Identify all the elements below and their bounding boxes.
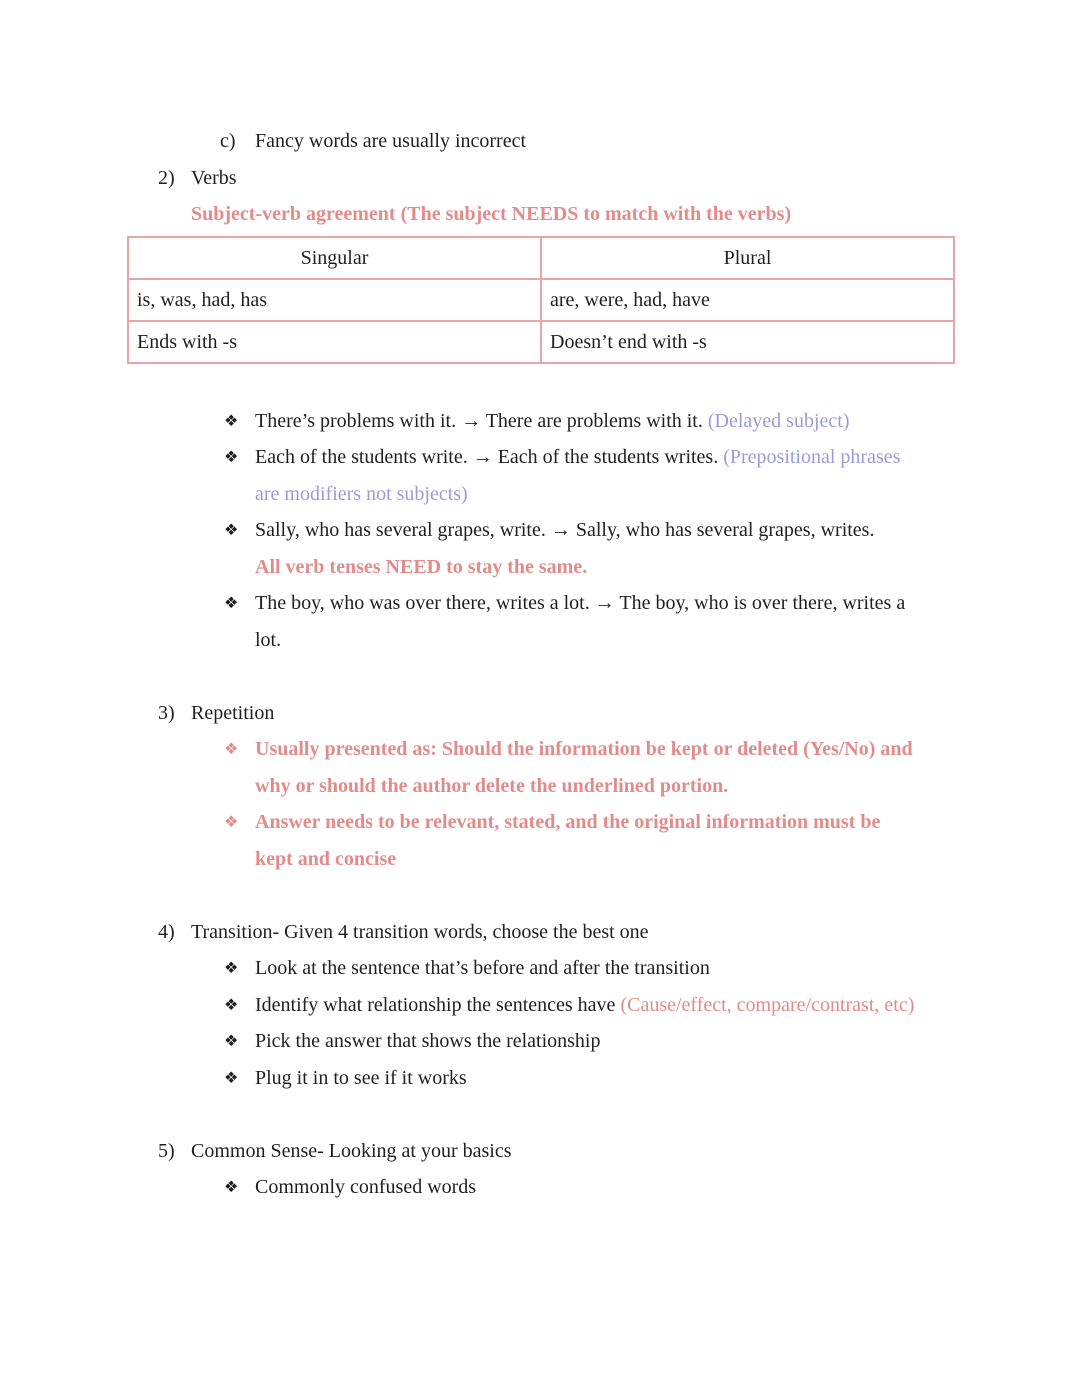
list-item-text: Each of the students write. → Each of the students writes.: [255, 446, 719, 468]
list-item-text: Commonly confused words: [255, 1176, 477, 1198]
section-title-transition: Transition- Given 4 transition words, choose the best one: [191, 921, 649, 943]
table-cell: are, were, had, have: [541, 279, 954, 321]
list-item-text: There’s problems with it. → There are problems with it.: [255, 410, 703, 432]
list-marker-c: c): [220, 130, 236, 152]
list-item-text: Look at the sentence that’s before and after the transition: [255, 957, 710, 979]
tense-note: All verb tenses NEED to stay the same.: [255, 556, 588, 578]
diamond-bullet-icon: ❖: [224, 413, 239, 430]
section-title-common-sense: Common Sense- Looking at your basics: [191, 1140, 512, 1162]
subheading-subject-verb: Subject-verb agreement (The subject NEEDS to match with the verbs): [191, 203, 792, 225]
section-number: 2): [158, 167, 175, 189]
table-row: [128, 279, 954, 321]
section-number: 4): [158, 921, 175, 943]
section-number: 3): [158, 702, 175, 724]
section-title-verbs: Verbs: [191, 167, 237, 189]
list-item-note-continued: are modifiers not subjects): [255, 483, 468, 505]
table-header-plural: Plural: [541, 237, 954, 279]
diamond-bullet-icon: ❖: [224, 522, 239, 539]
list-item-text: Pick the answer that shows the relationship: [255, 1030, 601, 1052]
list-item-text: Identify what relationship the sentences have: [255, 994, 616, 1016]
list-item: [255, 995, 914, 1015]
list-item-text: Fancy words are usually incorrect: [255, 130, 527, 152]
diamond-bullet-icon: ❖: [224, 741, 239, 758]
diamond-bullet-icon: ❖: [224, 595, 239, 612]
diamond-bullet-icon: ❖: [224, 1033, 239, 1050]
list-item-text-continued: lot.: [255, 629, 282, 651]
list-item: [255, 447, 900, 467]
list-item-text: The boy, who was over there, writes a lot. → The boy, who is over there, writes a: [255, 592, 906, 614]
diamond-bullet-icon: ❖: [224, 1070, 239, 1087]
list-item-text: Usually presented as: Should the information be kept or deleted (Yes/No) and: [255, 738, 913, 760]
section-number: 5): [158, 1140, 175, 1162]
list-item-text: Answer needs to be relevant, stated, and the original information must be: [255, 811, 881, 833]
diamond-bullet-icon: ❖: [224, 814, 239, 831]
table-header-singular: Singular: [128, 237, 541, 279]
list-item-text: Plug it in to see if it works: [255, 1067, 467, 1089]
list-item-note: (Cause/effect, compare/contrast, etc): [620, 994, 915, 1016]
diamond-bullet-icon: ❖: [224, 449, 239, 466]
list-item-text-continued: kept and concise: [255, 848, 397, 870]
table-cell: Doesn’t end with -s: [541, 321, 954, 363]
list-item-text-continued: why or should the author delete the underlined portion.: [255, 775, 729, 797]
diamond-bullet-icon: ❖: [224, 960, 239, 977]
list-item-text: Sally, who has several grapes, write. → Sally, who has several grapes, writes.: [255, 519, 875, 541]
table-cell: is, was, had, has: [128, 279, 541, 321]
diamond-bullet-icon: ❖: [224, 997, 239, 1014]
section-title-repetition: Repetition: [191, 702, 275, 724]
list-item-note: (Delayed subject): [707, 410, 850, 432]
table-cell: Ends with -s: [128, 321, 541, 363]
table-row: [128, 321, 954, 363]
table-header-row: [128, 237, 954, 279]
singular-plural-table: [127, 236, 955, 364]
list-item: [255, 411, 849, 431]
list-item-note: (Prepositional phrases: [723, 446, 901, 468]
diamond-bullet-icon: ❖: [224, 1179, 239, 1196]
